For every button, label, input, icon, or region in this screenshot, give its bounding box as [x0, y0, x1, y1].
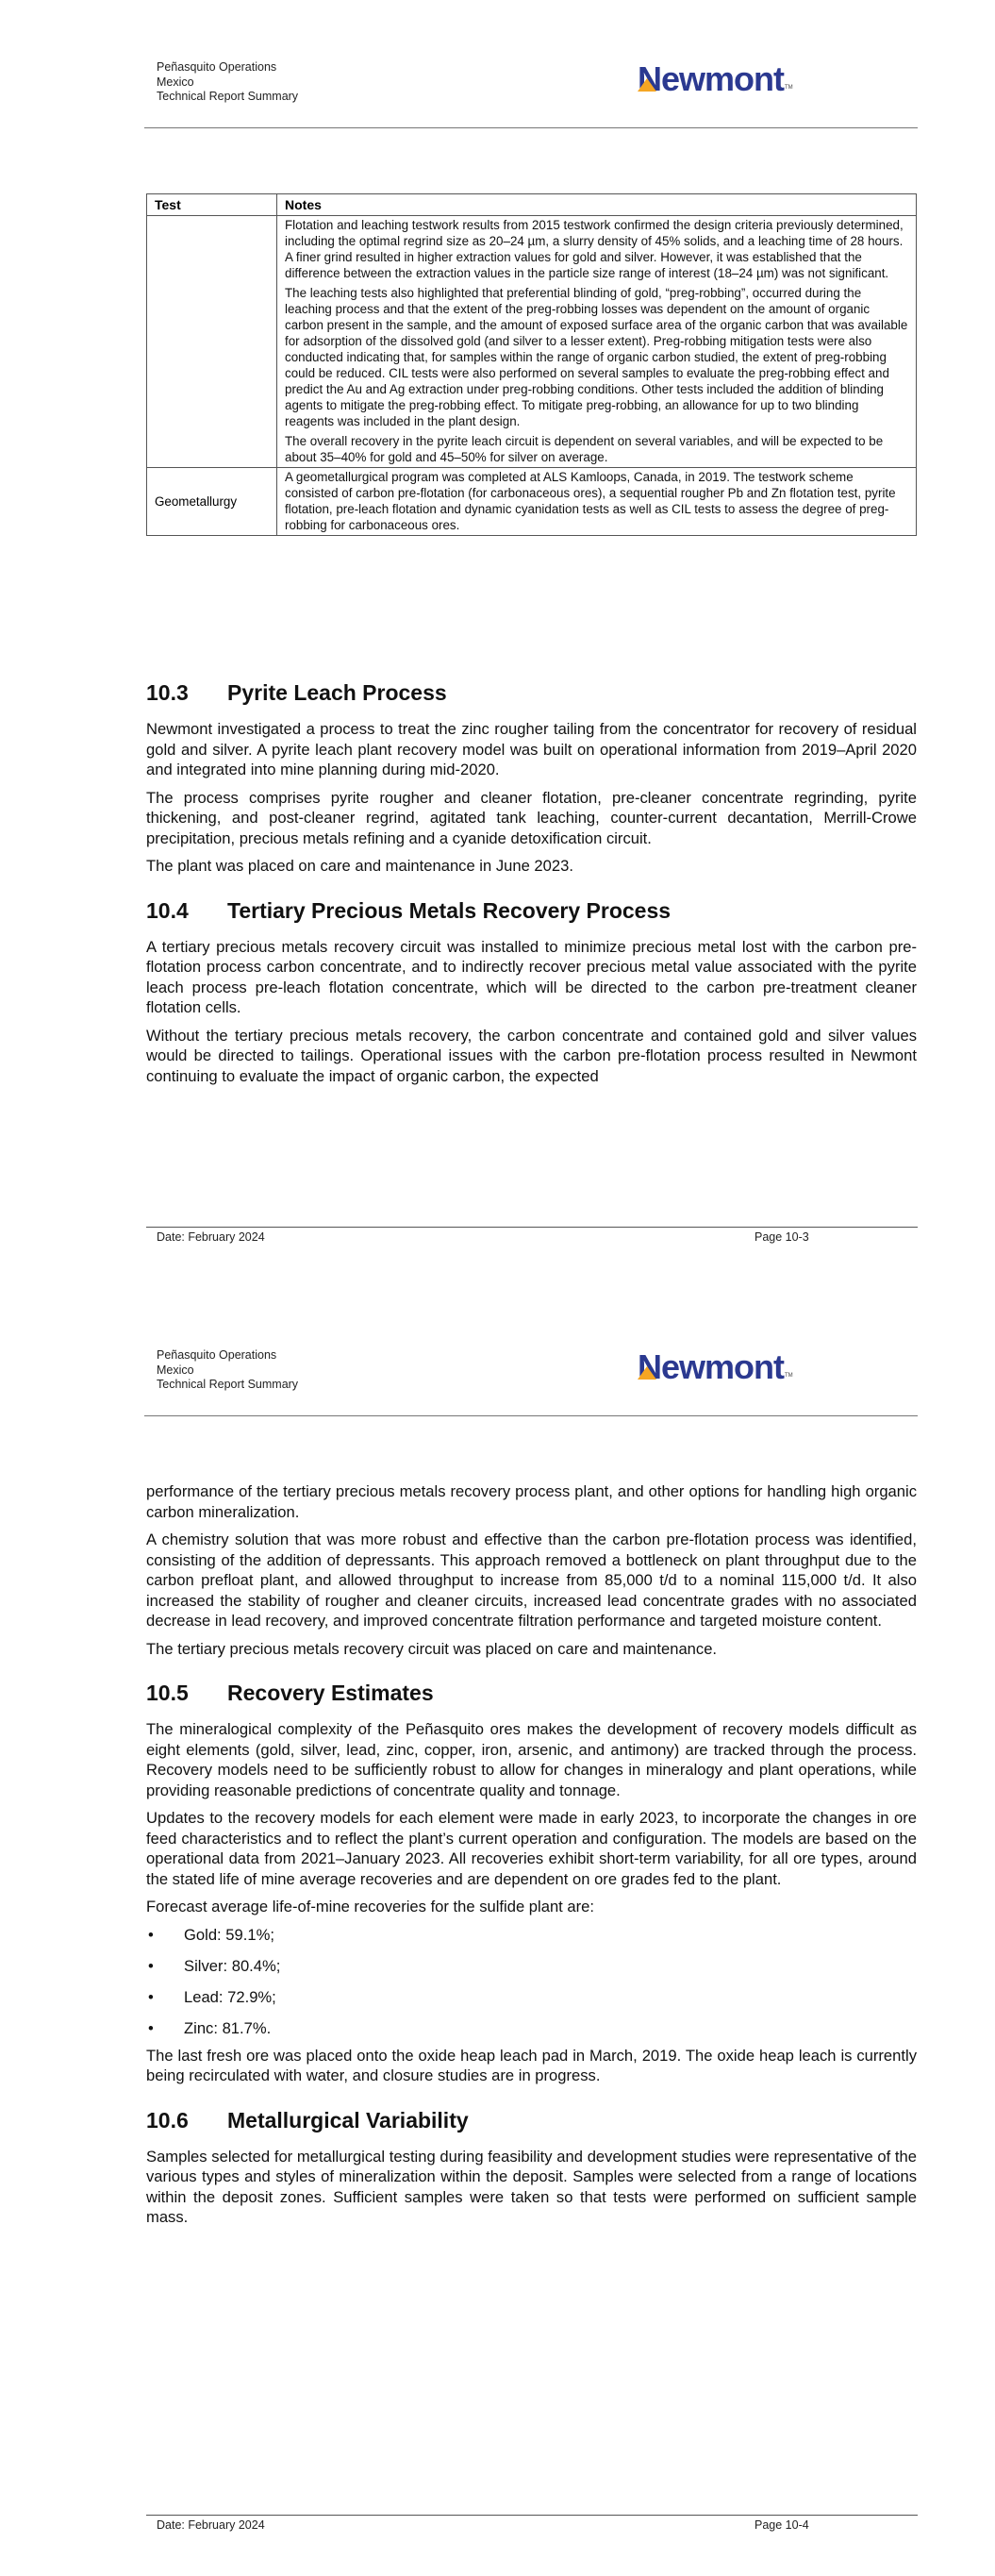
- body-paragraph: A chemistry solution that was more robust and effective than the carbon pre-flotation process was identified, consisting of the addition of depressants. This approach removed a bottleneck on plant throughput due to the carbon prefloat plant, and allowed throughput to increase from 85,000 t/d to a nominal 115,000 t/d. It also increased the stability of rougher and cleaner circuits, increased lead concentrate grades with no associated decrease in lead recovery, and improved concentrate filtration performance and targeted moisture content.: [146, 1531, 917, 1630]
- recovery-list: [146, 1925, 917, 2038]
- logo-wordmark: Newmont: [638, 1347, 784, 1386]
- body-paragraph: The plant was placed on care and maintenance in June 2023.: [146, 857, 573, 875]
- footer-page-number: Page 10-3: [755, 1230, 809, 1244]
- section-title: Metallurgical Variability: [227, 2107, 469, 2133]
- header-line-operation: Peñasquito Operations: [157, 1348, 277, 1362]
- body-paragraph: The mineralogical complexity of the Peñasquito ores makes the development of recovery models difficult as eight elements (gold, silver, lead, zinc, copper, iron, arsenic, and antimony) are tracked through the process. Recovery models need to be sufficiently robust to allow for changes in mineralogy and plant operations, while providing reasonable predictions of concentrate quality and tonnage.: [146, 1720, 917, 1799]
- body-paragraph: The tertiary precious metals recovery circuit was placed on care and maintenance.: [146, 1639, 718, 1658]
- body-paragraph: Newmont investigated a process to treat the zinc rougher tailing from the concentrator for recovery of residual gold and silver. A pyrite leach plant recovery model was built on operational information from 2019–April 2020 and integrated into mine planning during mid-2020.: [146, 720, 917, 778]
- footer-date: Date: February 2024: [157, 1230, 265, 1244]
- section-heading-10-6: [146, 2107, 917, 2133]
- list-item: [146, 1956, 917, 1976]
- body-paragraph: performance of the tertiary precious metals recovery process plant, and other options for handling high organic carbon mineralization.: [146, 1482, 917, 1521]
- table-cell-notes: [277, 468, 917, 536]
- header-line-operation: Peñasquito Operations: [157, 60, 277, 74]
- body-paragraph: A tertiary precious metals recovery circuit was installed to minimize precious metal lost with the carbon pre-flotation process carbon concentrate, and to indirectly recover precious metal value associated with the pyrite leach process pre-leach flotation concentrate, which will be directed to the carbon pre-treatment cleaner flotation cells.: [146, 937, 917, 1016]
- body-paragraph: Without the tertiary precious metals recovery, the carbon concentrate and contained gold and silver values would be directed to tailings. Operational issues with the carbon pre-flotation process resulted in Newmont continuing to evaluate the impact of organic carbon, the expected: [146, 1026, 917, 1085]
- section-number: 10.5: [146, 1681, 189, 1705]
- notes-paragraph: A geometallurgical program was completed at ALS Kamloops, Canada, in 2019. The testwork scheme consisted of carbon pre-flotation (for carbonaceous ores), a sequential rougher Pb and Zn flotation test, pyrite flotation, pre-leach flotation and dynamic cyanidation tests as well as CIL tests to assess the degree of preg-robbing for carbonaceous ores.: [285, 470, 896, 532]
- section-number: 10.4: [146, 897, 189, 923]
- body-paragraph: Updates to the recovery models for each element were made in early 2023, to incorporate the changes in ore feed characteristics and to reflect the plant’s current operation and configuration. The models are based on the operational data from 2021–January 2023. All recoveries exhibit short-term variability, for all ore types, around the stated life of mine average recoveries and are dependent on ore grades fed to the plant.: [146, 1809, 917, 1888]
- bullet-icon: •: [148, 2018, 154, 2037]
- table-row: [147, 468, 917, 536]
- table-header-row: [147, 194, 917, 216]
- page-10-4: [0, 1288, 995, 2576]
- section-title: Recovery Estimates: [227, 1681, 434, 1705]
- logo-triangle-icon: [638, 78, 656, 92]
- section-heading-10-3: [146, 679, 917, 706]
- header-line-report: Technical Report Summary: [157, 1378, 299, 1391]
- header-line-country: Mexico: [157, 1363, 194, 1377]
- list-item-text: Zinc: 81.7%.: [184, 2018, 272, 2037]
- section-heading-10-5: [146, 1680, 917, 1706]
- header-divider: [144, 127, 918, 128]
- section-number: 10.3: [146, 680, 189, 705]
- header-line-report: Technical Report Summary: [157, 90, 299, 103]
- body-paragraph: The process comprises pyrite rougher and cleaner flotation, pre-cleaner concentrate regrinding, pyrite thickening, and post-cleaner regrind, agitated tank leaching, counter-current decantation, Merrill-Crowe precipitation, precious metals refining and a cyanide detoxification circuit.: [146, 788, 917, 847]
- notes-paragraph: The overall recovery in the pyrite leach circuit is dependent on several variables, and will be expected to be about 35–40% for gold and 45–50% for silver on average.: [285, 434, 884, 464]
- page-header-text: [157, 1348, 298, 1393]
- section-heading-10-4: [146, 897, 917, 924]
- list-item-text: Gold: 59.1%;: [184, 1925, 274, 1944]
- testwork-table: [146, 193, 917, 536]
- footer-date: Date: February 2024: [157, 2518, 265, 2532]
- section-title: Tertiary Precious Metals Recovery Process: [227, 897, 672, 923]
- footer-divider: [146, 2515, 918, 2516]
- section-title: Pyrite Leach Process: [227, 680, 447, 705]
- header-line-country: Mexico: [157, 75, 194, 89]
- logo-trademark: TM: [785, 1373, 793, 1379]
- bullet-icon: •: [148, 1987, 154, 2006]
- newmont-logo: [638, 59, 793, 98]
- body-paragraph: Samples selected for metallurgical testing during feasibility and development studies were representative of the various types and styles of mineralization within the deposit. Samples were selected from a range of locations within the deposit zones. Sufficient samples were taken so that tests were performed on sufficient sample mass.: [146, 2147, 917, 2226]
- table-row: [147, 216, 917, 468]
- logo-trademark: TM: [785, 85, 793, 91]
- footer-divider: [146, 1227, 918, 1228]
- logo-triangle-icon: [638, 1366, 656, 1380]
- notes-paragraph: The leaching tests also highlighted that preferential blinding of gold, “preg-robbing”, occurred during the leaching process and that the extent of the preg-robbing losses was dependent on the amount of organic carbon present in the sample, and the amount of exposed surface area of the organic carbon that was available for adsorption of the dissolved gold (and silver to a lesser extent). Preg-robbing mitigation tests were also conducted indicating that, for samples within the range of organic carbon studied, the extent of preg-robbing could be reduced. CIL tests were also performed on several samples to evaluate the preg-robbing effect and predict the Au and Ag extraction under preg-robbing conditions. Other tests included the addition of blinding agents to mitigate the preg-robbing effect. To mitigate preg-robbing, an allowance for up to two blinding reagents was included in the plant design.: [285, 286, 908, 428]
- notes-paragraph: Flotation and leaching testwork results from 2015 testwork confirmed the design criteria previously determined, including the optimal regrind size as 20–24 µm, a slurry density of 45% solids, and a leaching time of 28 hours. A finer grind resulted in higher extraction values for gold and silver. However, it was established that the difference between the extraction values in the particle size range of interest (18–24 µm) was not significant.: [285, 218, 904, 280]
- table-cell-notes: [277, 216, 917, 468]
- newmont-logo: [638, 1347, 793, 1386]
- body-paragraph: The last fresh ore was placed onto the oxide heap leach pad in March, 2019. The oxide heap leach is currently being recirculated with water, and closure studies are in progress.: [146, 2046, 917, 2084]
- column-header-notes: Notes: [277, 194, 917, 216]
- page1-body: [146, 651, 917, 1094]
- list-item: [146, 2018, 917, 2038]
- list-item: [146, 1925, 917, 1945]
- list-item-text: Lead: 72.9%;: [184, 1987, 276, 2006]
- header-divider: [144, 1415, 918, 1416]
- bullet-icon: •: [148, 1956, 154, 1975]
- page-header-text: [157, 60, 298, 105]
- footer-page-number: Page 10-4: [755, 2518, 809, 2532]
- bullet-icon: •: [148, 1925, 154, 1944]
- page2-body: [146, 1481, 917, 2235]
- list-item-text: Silver: 80.4%;: [184, 1956, 281, 1975]
- logo-wordmark: Newmont: [638, 59, 784, 98]
- table-cell-test: Geometallurgy: [147, 468, 277, 536]
- table-cell-test: [147, 216, 277, 468]
- body-paragraph: Forecast average life-of-mine recoveries for the sulfide plant are:: [146, 1898, 594, 1915]
- column-header-test: Test: [147, 194, 277, 216]
- list-item: [146, 1987, 917, 2007]
- section-number: 10.6: [146, 2107, 189, 2133]
